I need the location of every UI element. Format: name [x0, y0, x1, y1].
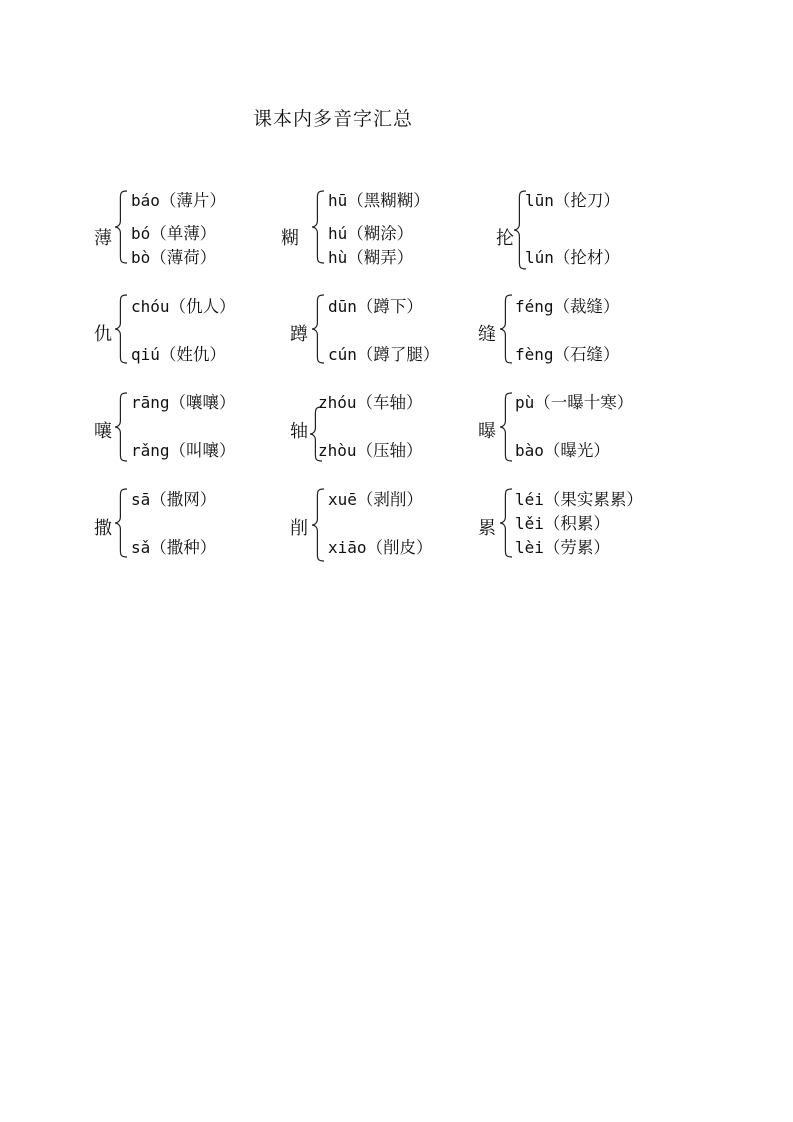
pinyin: lún — [525, 248, 554, 267]
pinyin: hú — [328, 224, 348, 243]
reading-row — [515, 490, 643, 510]
entry-character: 嚷 — [94, 421, 112, 442]
pinyin: xuē — [328, 490, 357, 509]
reading-row — [328, 248, 413, 268]
reading-row — [515, 514, 610, 534]
example-word: （一曝十寒） — [534, 393, 634, 412]
example-word: （姓仇） — [159, 345, 226, 364]
brace-icon — [115, 294, 129, 364]
reading-row — [131, 441, 236, 461]
example-word: （压轴） — [356, 441, 423, 460]
pinyin: báo — [131, 191, 160, 210]
reading-row — [318, 393, 423, 413]
example-word: （曝光） — [543, 441, 610, 460]
pinyin: fèng — [515, 345, 554, 364]
reading-row — [525, 191, 620, 211]
pinyin: lèi — [515, 538, 544, 557]
example-word: （劳累） — [543, 538, 610, 557]
entry-character: 糊 — [281, 228, 299, 249]
pinyin: pù — [515, 393, 535, 412]
reading-row — [328, 490, 423, 510]
pinyin: sā — [131, 490, 151, 509]
entry-character: 削 — [290, 518, 308, 539]
pinyin: léi — [515, 490, 544, 509]
brace-icon — [500, 488, 514, 558]
pinyin: bó — [131, 224, 151, 243]
example-word: （蹲下） — [356, 297, 423, 316]
example-word: （果实累累） — [543, 490, 643, 509]
example-word: （积累） — [543, 514, 610, 533]
page-title: 课本内多音字汇总 — [253, 108, 414, 130]
entry-character: 仇 — [94, 324, 112, 345]
example-word: （仇人） — [169, 297, 236, 316]
pinyin: sǎ — [131, 538, 151, 557]
pinyin: cún — [328, 345, 357, 364]
reading-row — [328, 538, 433, 558]
pinyin: hù — [328, 248, 348, 267]
pinyin: lūn — [525, 191, 554, 210]
example-word: （薄片） — [159, 191, 226, 210]
brace-icon — [312, 488, 326, 562]
pinyin: zhòu — [318, 441, 357, 460]
reading-row — [328, 191, 430, 211]
reading-row — [515, 441, 610, 461]
reading-row — [515, 393, 633, 413]
example-word: （石缝） — [553, 345, 620, 364]
reading-row — [131, 393, 236, 413]
example-word: （叫嚷） — [169, 441, 236, 460]
pinyin: rāng — [131, 393, 170, 412]
pinyin: chóu — [131, 297, 170, 316]
entry-character: 曝 — [478, 421, 496, 442]
pinyin: zhóu — [318, 393, 357, 412]
reading-row — [131, 490, 216, 510]
example-word: （蹲了腿） — [356, 345, 440, 364]
brace-icon — [500, 392, 514, 462]
example-word: （糊涂） — [347, 224, 414, 243]
reading-row — [131, 191, 226, 211]
example-word: （撒网） — [150, 490, 217, 509]
brace-icon — [115, 488, 129, 558]
pinyin: bò — [131, 248, 151, 267]
example-word: （削皮） — [366, 538, 433, 557]
brace-icon — [500, 294, 514, 364]
reading-row — [525, 248, 620, 268]
pinyin: rǎng — [131, 441, 170, 460]
example-word: （抡刀） — [553, 191, 620, 210]
example-word: （嚷嚷） — [169, 393, 236, 412]
pinyin: dūn — [328, 297, 357, 316]
example-word: （黑糊糊） — [347, 191, 430, 210]
example-word: （剥削） — [356, 490, 423, 509]
example-word: （薄荷） — [150, 248, 217, 267]
pinyin: qiú — [131, 345, 160, 364]
reading-row — [515, 297, 620, 317]
entry-character: 蹲 — [290, 324, 308, 345]
reading-row — [328, 297, 423, 317]
reading-row — [131, 224, 216, 244]
brace-icon — [115, 190, 129, 264]
reading-row — [131, 248, 216, 268]
example-word: （抡材） — [553, 248, 620, 267]
reading-row — [328, 224, 413, 244]
example-word: （糊弄） — [347, 248, 414, 267]
brace-icon — [312, 294, 326, 364]
brace-icon — [115, 392, 129, 462]
example-word: （单薄） — [150, 224, 217, 243]
pinyin: bào — [515, 441, 544, 460]
entry-character: 抡 — [496, 228, 514, 249]
reading-row — [515, 345, 620, 365]
pinyin: féng — [515, 297, 554, 316]
reading-row — [131, 538, 216, 558]
example-word: （车轴） — [356, 393, 423, 412]
entry-character: 薄 — [94, 228, 112, 249]
reading-row — [131, 297, 236, 317]
entry-character: 累 — [478, 518, 496, 539]
example-word: （撒种） — [150, 538, 217, 557]
pinyin: lěi — [515, 514, 544, 533]
example-word: （裁缝） — [553, 297, 620, 316]
reading-row — [328, 345, 439, 365]
entry-character: 撒 — [94, 518, 112, 539]
reading-row — [131, 345, 226, 365]
reading-row — [318, 441, 423, 461]
reading-row — [515, 538, 610, 558]
pinyin: xiāo — [328, 538, 367, 557]
pinyin: hū — [328, 191, 348, 210]
entry-character: 轴 — [290, 421, 308, 442]
entry-character: 缝 — [478, 324, 496, 345]
brace-icon — [312, 190, 326, 264]
